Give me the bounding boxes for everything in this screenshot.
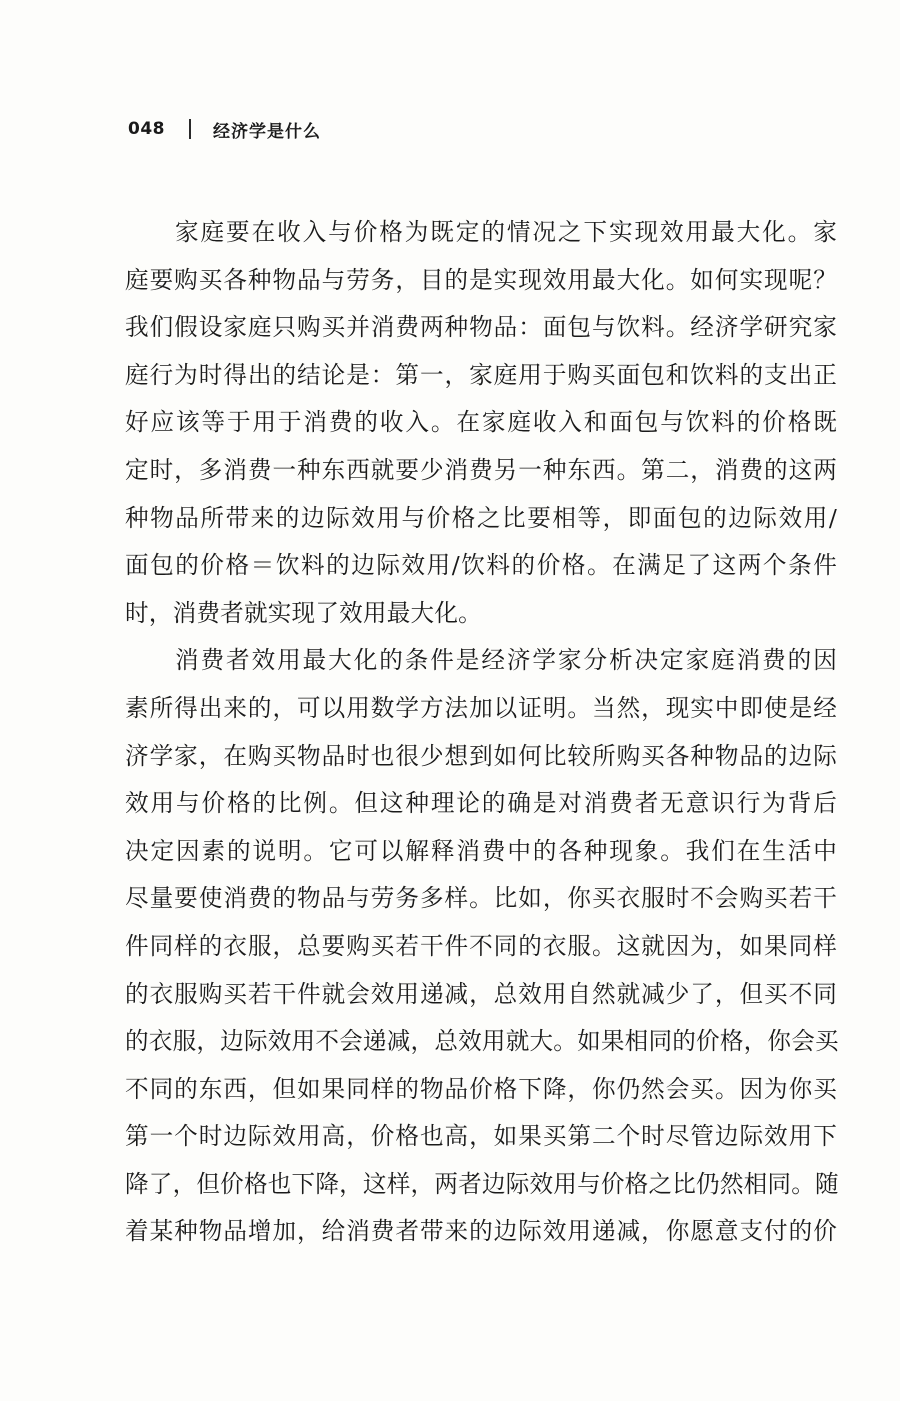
text-line: 效用与价格的比例。但这种理论的确是对消费者无意识行为背后: [125, 789, 837, 818]
text-line: 种物品所带来的边际效用与价格之比要相等，即面包的边际效用/: [125, 503, 837, 532]
text-line: 不同的东西，但如果同样的物品价格下降，你仍然会买。因为你买: [125, 1074, 837, 1103]
text-line: 我们假设家庭只购买并消费两种物品：面包与饮料。经济学研究家: [125, 313, 837, 342]
text-line: 决定因素的说明。它可以解释消费中的各种现象。我们在生活中: [125, 836, 837, 865]
body-text: [125, 209, 837, 1256]
text-line: 件同样的衣服，总要购买若干件不同的衣服。这就因为，如果同样: [125, 931, 837, 960]
text-line: 好应该等于用于消费的收入。在家庭收入和面包与饮料的价格既: [125, 408, 837, 437]
paragraph-2: [125, 637, 837, 1256]
page-number: 048: [128, 119, 165, 139]
text-line: 降了，但价格也下降，这样，两者边际效用与价格之比仍然相同。随: [125, 1169, 839, 1198]
text-line: 第一个时边际效用高，价格也高，如果买第二个时尽管边际效用下: [125, 1122, 837, 1151]
text-line: 家庭要在收入与价格为既定的情况之下实现效用最大化。家: [175, 218, 837, 246]
text-line: 时，消费者就实现了效用最大化。: [125, 598, 482, 627]
text-line: 济学家，在购买物品时也很少想到如何比较所购买各种物品的边际: [125, 741, 837, 770]
text-line: 尽量要使消费的物品与劳务多样。比如，你买衣服时不会购买若干: [125, 884, 837, 913]
text-line: 素所得出来的，可以用数学方法加以证明。当然，现实中即使是经: [125, 693, 837, 722]
text-line: 庭要购买各种物品与劳务，目的是实现效用最大化。如何实现呢？: [125, 265, 837, 294]
text-line: 的衣服购买若干件就会效用递减，总效用自然就减少了，但买不同: [125, 979, 837, 1008]
header-divider: [189, 119, 191, 139]
text-line: 消费者效用最大化的条件是经济学家分析决定家庭消费的因: [175, 646, 837, 675]
book-title: 经济学是什么: [213, 121, 321, 142]
text-line: 着某种物品增加，给消费者带来的边际效用递减，你愿意支付的价: [125, 1217, 837, 1246]
text-line: 庭行为时得出的结论是：第一，家庭用于购买面包和饮料的支出正: [125, 360, 837, 389]
paragraph-1: [125, 209, 837, 637]
text-line: 的衣服，边际效用不会递减，总效用就大。如果相同的价格，你会买: [125, 1027, 839, 1056]
text-line: 定时，多消费一种东西就要少消费另一种东西。第二，消费的这两: [125, 455, 837, 484]
text-line: 面包的价格＝饮料的边际效用/饮料的价格。在满足了这两个条件: [125, 551, 837, 580]
running-header: [128, 117, 321, 141]
